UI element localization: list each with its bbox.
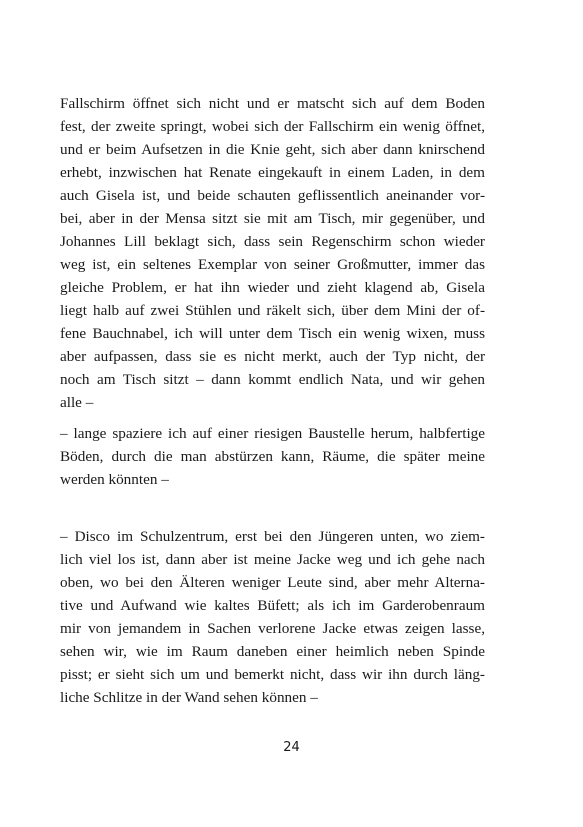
text-line: lich viel los ist, dann aber ist meine Jacke weg und ich gehe nach — [60, 551, 485, 568]
text-line: Johannes Lill beklagt sich, dass sein Regenschirm schon wieder — [60, 233, 485, 250]
text-line: auch Gisela ist, und beide schauten geflissentlich aneinander vor- — [60, 187, 485, 204]
text-line: sehen wir, wie im Raum daneben einer heimlich neben Spinde — [60, 643, 485, 660]
paragraph-1 — [60, 92, 485, 414]
text-line: noch am Tisch sitzt – dann kommt endlich Nata, und wir gehen — [60, 371, 485, 388]
text-line: tive und Aufwand wie kaltes Büfett; als ich im Garderobenraum — [60, 597, 485, 614]
text-line: pisst; er sieht sich um und bemerkt nicht, dass wir ihn durch läng- — [60, 666, 485, 683]
text-line: Böden, durch die man abstürzen kann, Räume, die später meine — [60, 448, 485, 465]
text-line: aber aufpassen, dass sie es nicht merkt, auch der Typ nicht, der — [60, 348, 485, 365]
text-line: alle – — [60, 394, 94, 411]
text-line: und er beim Aufsetzen in die Knie geht, sich aber dann knirschend — [60, 141, 485, 158]
text-line: liegt halb auf zwei Stühlen und räkelt sich, über dem Mini der of- — [60, 302, 485, 319]
text-line: Fallschirm öffnet sich nicht und er matscht sich auf dem Boden — [60, 95, 485, 112]
text-line: – lange spaziere ich auf einer riesigen Baustelle herum, halbfertige — [60, 425, 485, 442]
paragraph-3 — [60, 525, 485, 709]
text-line: oben, wo bei den Älteren weniger Leute sind, aber mehr Alterna- — [60, 574, 485, 591]
text-line: bei, aber in der Mensa sitzt sie mit am Tisch, mir gegenüber, und — [60, 210, 485, 227]
text-line: gleiche Problem, er hat ihn wieder und zieht klagend ab, Gisela — [60, 279, 485, 296]
text-line: – Disco im Schulzentrum, erst bei den Jüngeren unten, wo ziem- — [60, 528, 485, 545]
text-line: liche Schlitze in der Wand sehen können – — [60, 689, 318, 706]
text-line: mir von jemandem in Sachen verlorene Jacke etwas zeigen lasse, — [60, 620, 485, 637]
text-line: fest, der zweite springt, wobei sich der Fallschirm ein wenig öffnet, — [60, 118, 485, 135]
text-line: weg ist, ein seltenes Exemplar von seiner Großmutter, immer das — [60, 256, 485, 273]
text-line: fene Bauchnabel, ich will unter dem Tisch ein wenig wixen, muss — [60, 325, 485, 342]
text-line: werden könnten – — [60, 471, 169, 488]
text-line: erhebt, inzwischen hat Renate eingekauft in einem Laden, in dem — [60, 164, 485, 181]
page-number: 24 — [283, 740, 300, 755]
paragraph-2 — [60, 422, 485, 491]
